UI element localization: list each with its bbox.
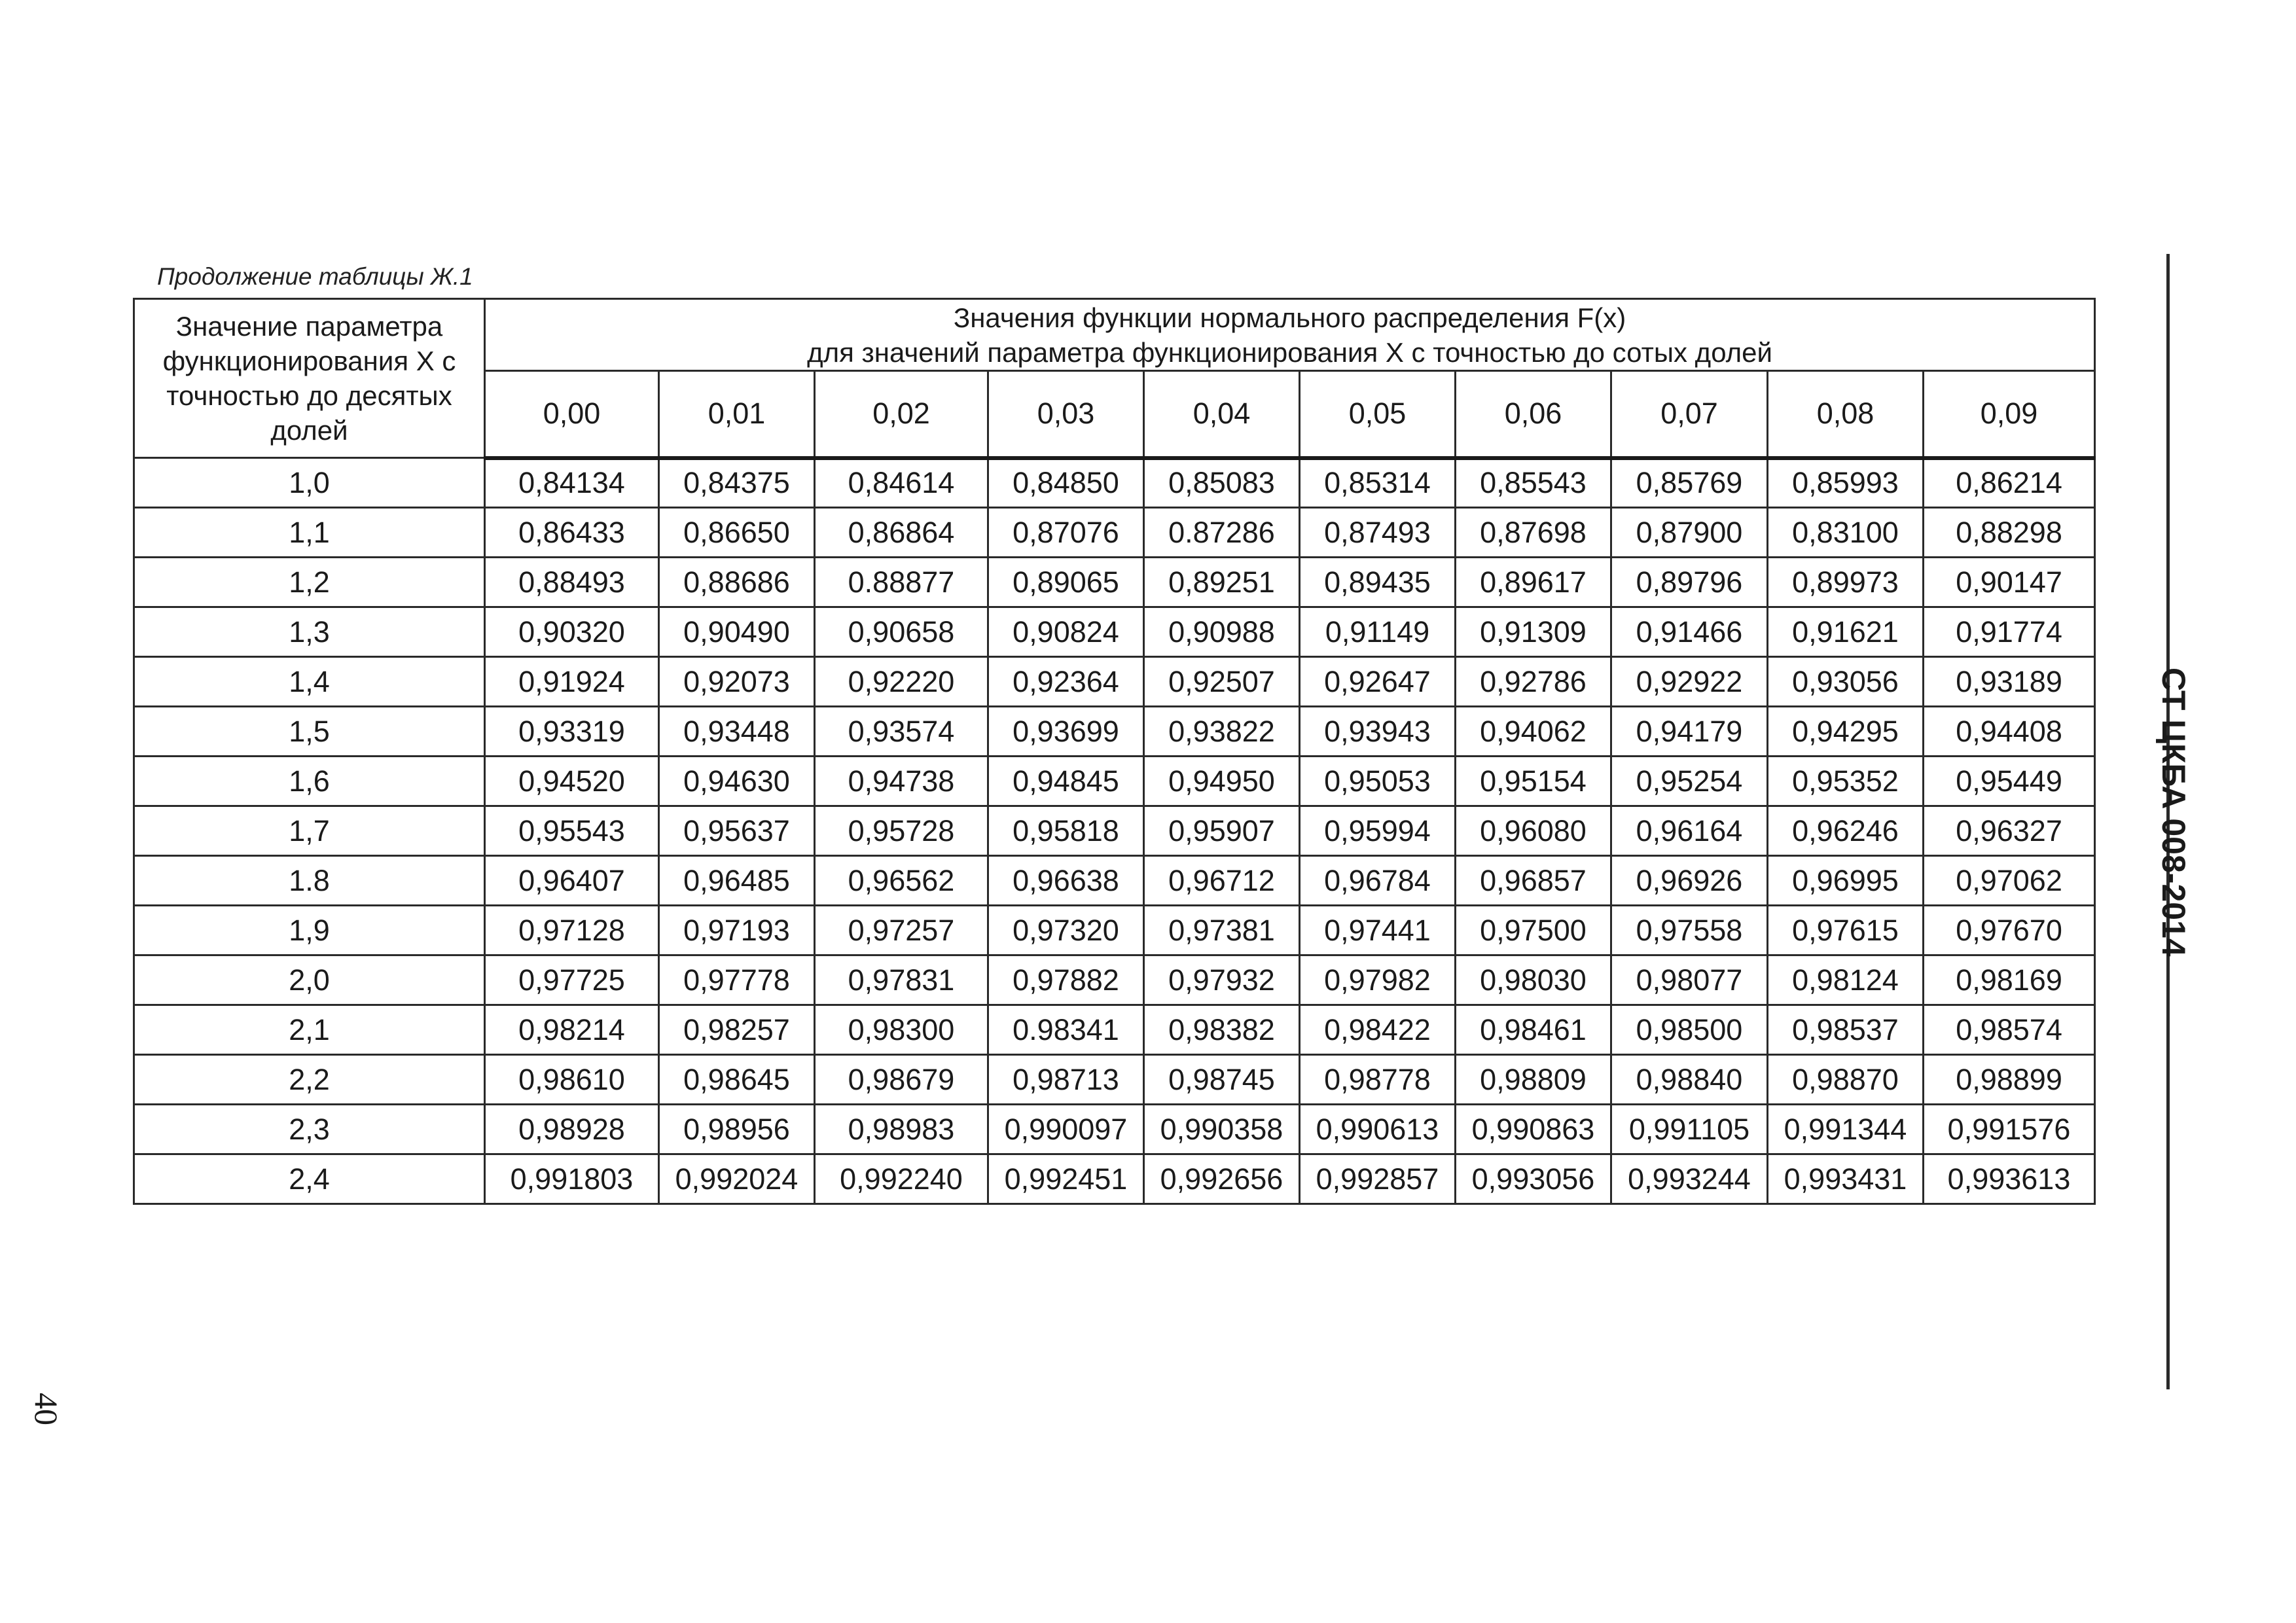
function-value-cell: 0,98870 <box>1768 1055 1924 1105</box>
x-value-cell: 1,3 <box>134 607 485 657</box>
function-value-cell: 0,95352 <box>1768 757 1924 806</box>
function-value-cell: 0,98679 <box>815 1055 988 1105</box>
function-value-cell: 0,990097 <box>988 1105 1144 1154</box>
function-value-cell: 0,97320 <box>988 906 1144 955</box>
function-value-cell: 0,87076 <box>988 508 1144 558</box>
function-value-cell: 0,98610 <box>485 1055 659 1105</box>
column-header: 0,01 <box>659 371 815 458</box>
function-value-cell: 0,93189 <box>1924 657 2095 707</box>
function-value-cell: 0,98778 <box>1300 1055 1456 1105</box>
table-row <box>134 508 2095 558</box>
function-value-cell: 0,98956 <box>659 1105 815 1154</box>
normal-distribution-table <box>133 298 2096 1205</box>
function-value-cell: 0,93943 <box>1300 707 1456 757</box>
column-header: 0,04 <box>1144 371 1300 458</box>
x-value-cell: 2,2 <box>134 1055 485 1105</box>
function-value-cell: 0,89617 <box>1456 558 1611 607</box>
function-value-cell: 0,98300 <box>815 1005 988 1055</box>
function-value-cell: 0,90147 <box>1924 558 2095 607</box>
x-value-cell: 1,9 <box>134 906 485 955</box>
x-value-cell: 1.8 <box>134 856 485 906</box>
function-value-cell: 0,98983 <box>815 1105 988 1154</box>
function-values-header-line2: для значений параметра функционирования X с точностью до сотых долей <box>807 336 1772 368</box>
function-value-cell: 0,85993 <box>1768 458 1924 508</box>
function-value-cell: 0,97128 <box>485 906 659 955</box>
function-value-cell: 0,91774 <box>1924 607 2095 657</box>
function-value-cell: 0,94062 <box>1456 707 1611 757</box>
function-value-cell: 0,92786 <box>1456 657 1611 707</box>
function-value-cell: 0,992857 <box>1300 1154 1456 1204</box>
function-value-cell: 0,88298 <box>1924 508 2095 558</box>
function-value-cell: 0,87493 <box>1300 508 1456 558</box>
function-value-cell: 0,93822 <box>1144 707 1300 757</box>
function-value-cell: 0,96562 <box>815 856 988 906</box>
table-row <box>134 806 2095 856</box>
function-value-cell: 0,88686 <box>659 558 815 607</box>
function-value-cell: 0,98077 <box>1611 955 1768 1005</box>
function-value-cell: 0,992240 <box>815 1154 988 1204</box>
function-value-cell: 0,96164 <box>1611 806 1768 856</box>
function-value-cell: 0,96857 <box>1456 856 1611 906</box>
function-value-cell: 0,85314 <box>1300 458 1456 508</box>
function-value-cell: 0,89251 <box>1144 558 1300 607</box>
function-value-cell: 0,92647 <box>1300 657 1456 707</box>
function-value-cell: 0,89796 <box>1611 558 1768 607</box>
column-header: 0,05 <box>1300 371 1456 458</box>
function-value-cell: 0,92922 <box>1611 657 1768 707</box>
function-value-cell: 0,97982 <box>1300 955 1456 1005</box>
table-row <box>134 657 2095 707</box>
table-row <box>134 1005 2095 1055</box>
function-value-cell: 0,84614 <box>815 458 988 508</box>
function-value-cell: 0,94520 <box>485 757 659 806</box>
function-value-cell: 0,98422 <box>1300 1005 1456 1055</box>
x-value-cell: 2,1 <box>134 1005 485 1055</box>
table-row <box>134 607 2095 657</box>
function-value-cell: 0,98537 <box>1768 1005 1924 1055</box>
table-row <box>134 906 2095 955</box>
column-header: 0,00 <box>485 371 659 458</box>
function-value-cell: 0,94295 <box>1768 707 1924 757</box>
function-value-cell: 0,98574 <box>1924 1005 2095 1055</box>
function-value-cell: 0,95907 <box>1144 806 1300 856</box>
function-value-cell: 0,97882 <box>988 955 1144 1005</box>
function-value-cell: 0,84375 <box>659 458 815 508</box>
table-row <box>134 1105 2095 1154</box>
document-code: СТ ЦКБА 008-2014 <box>2155 668 2192 957</box>
function-value-cell: 0,98169 <box>1924 955 2095 1005</box>
function-value-cell: 0,991344 <box>1768 1105 1924 1154</box>
x-value-cell: 1,7 <box>134 806 485 856</box>
function-value-cell: 0,95053 <box>1300 757 1456 806</box>
function-value-cell: 0,88493 <box>485 558 659 607</box>
function-value-cell: 0,98809 <box>1456 1055 1611 1105</box>
function-value-cell: 0,992656 <box>1144 1154 1300 1204</box>
function-value-cell: 0,95449 <box>1924 757 2095 806</box>
function-value-cell: 0,84134 <box>485 458 659 508</box>
function-value-cell: 0,98645 <box>659 1055 815 1105</box>
function-value-cell: 0,991576 <box>1924 1105 2095 1154</box>
function-value-cell: 0,94738 <box>815 757 988 806</box>
function-value-cell: 0,96407 <box>485 856 659 906</box>
x-value-cell: 1,6 <box>134 757 485 806</box>
function-value-cell: 0,990863 <box>1456 1105 1611 1154</box>
page-number: 40 <box>28 1393 65 1425</box>
function-value-cell: 0,990613 <box>1300 1105 1456 1154</box>
x-value-cell: 1,0 <box>134 458 485 508</box>
function-value-cell: 0,91621 <box>1768 607 1924 657</box>
column-header: 0,03 <box>988 371 1144 458</box>
function-value-cell: 0,98382 <box>1144 1005 1300 1055</box>
function-value-cell: 0,993244 <box>1611 1154 1768 1204</box>
function-value-cell: 0,94408 <box>1924 707 2095 757</box>
function-value-cell: 0,94630 <box>659 757 815 806</box>
function-value-cell: 0,96485 <box>659 856 815 906</box>
function-value-cell: 0,89435 <box>1300 558 1456 607</box>
function-value-cell: 0,93448 <box>659 707 815 757</box>
function-value-cell: 0,98928 <box>485 1105 659 1154</box>
function-value-cell: 0,97381 <box>1144 906 1300 955</box>
function-value-cell: 0,97725 <box>485 955 659 1005</box>
function-value-cell: 0,98745 <box>1144 1055 1300 1105</box>
function-value-cell: 0.88877 <box>815 558 988 607</box>
column-header: 0,02 <box>815 371 988 458</box>
function-value-cell: 0.98341 <box>988 1005 1144 1055</box>
function-value-cell: 0,96926 <box>1611 856 1768 906</box>
function-value-cell: 0,98257 <box>659 1005 815 1055</box>
function-value-cell: 0,91149 <box>1300 607 1456 657</box>
table-row <box>134 856 2095 906</box>
function-value-cell: 0,97778 <box>659 955 815 1005</box>
function-value-cell: 0,94845 <box>988 757 1144 806</box>
function-values-header <box>485 299 2095 371</box>
function-value-cell: 0,90988 <box>1144 607 1300 657</box>
function-value-cell: 0,90490 <box>659 607 815 657</box>
function-value-cell: 0,91309 <box>1456 607 1611 657</box>
table-row <box>134 558 2095 607</box>
function-value-cell: 0,991803 <box>485 1154 659 1204</box>
function-value-cell: 0,93319 <box>485 707 659 757</box>
function-value-cell: 0,96246 <box>1768 806 1924 856</box>
x-value-cell: 1,5 <box>134 707 485 757</box>
function-value-cell: 0,97831 <box>815 955 988 1005</box>
function-value-cell: 0,98500 <box>1611 1005 1768 1055</box>
function-value-cell: 0,96995 <box>1768 856 1924 906</box>
function-value-cell: 0,97932 <box>1144 955 1300 1005</box>
function-value-cell: 0,97193 <box>659 906 815 955</box>
function-value-cell: 0,91466 <box>1611 607 1768 657</box>
function-value-cell: 0,95254 <box>1611 757 1768 806</box>
function-value-cell: 0,98461 <box>1456 1005 1611 1055</box>
function-value-cell: 0,98214 <box>485 1005 659 1055</box>
function-value-cell: 0,992451 <box>988 1154 1144 1204</box>
table-row <box>134 1055 2095 1105</box>
function-value-cell: 0,95154 <box>1456 757 1611 806</box>
table-body <box>134 458 2095 1204</box>
column-header: 0,07 <box>1611 371 1768 458</box>
x-value-cell: 2,0 <box>134 955 485 1005</box>
function-value-cell: 0,95637 <box>659 806 815 856</box>
table-row <box>134 1154 2095 1204</box>
function-value-cell: 0,97670 <box>1924 906 2095 955</box>
function-value-cell: 0,98030 <box>1456 955 1611 1005</box>
function-value-cell: 0,93699 <box>988 707 1144 757</box>
function-values-header-line1: Значения функции нормального распределения F(x) <box>953 302 1626 333</box>
function-value-cell: 0,98713 <box>988 1055 1144 1105</box>
function-value-cell: 0,94950 <box>1144 757 1300 806</box>
x-value-cell: 2,4 <box>134 1154 485 1204</box>
function-value-cell: 0,991105 <box>1611 1105 1768 1154</box>
function-value-cell: 0,89973 <box>1768 558 1924 607</box>
table-caption: Продолжение таблицы Ж.1 <box>157 263 473 290</box>
function-value-cell: 0,95543 <box>485 806 659 856</box>
function-value-cell: 0,98840 <box>1611 1055 1768 1105</box>
function-value-cell: 0,96712 <box>1144 856 1300 906</box>
function-value-cell: 0,86650 <box>659 508 815 558</box>
param-column-header: Значение параметра функционирования X с точностью до десятых долей <box>134 299 485 458</box>
column-header: 0,09 <box>1924 371 2095 458</box>
function-value-cell: 0,96080 <box>1456 806 1611 856</box>
x-value-cell: 1,1 <box>134 508 485 558</box>
function-value-cell: 0.87286 <box>1144 508 1300 558</box>
function-value-cell: 0,84850 <box>988 458 1144 508</box>
function-value-cell: 0,97441 <box>1300 906 1456 955</box>
function-value-cell: 0,89065 <box>988 558 1144 607</box>
function-value-cell: 0,990358 <box>1144 1105 1300 1154</box>
table-row <box>134 955 2095 1005</box>
function-value-cell: 0,95728 <box>815 806 988 856</box>
column-header: 0,06 <box>1456 371 1611 458</box>
function-value-cell: 0,97500 <box>1456 906 1611 955</box>
function-value-cell: 0,97062 <box>1924 856 2095 906</box>
function-value-cell: 0,90658 <box>815 607 988 657</box>
table-row <box>134 458 2095 508</box>
x-value-cell: 1,2 <box>134 558 485 607</box>
function-value-cell: 0,86433 <box>485 508 659 558</box>
function-value-cell: 0,95994 <box>1300 806 1456 856</box>
function-value-cell: 0,92507 <box>1144 657 1300 707</box>
function-value-cell: 0,94179 <box>1611 707 1768 757</box>
function-value-cell: 0,97257 <box>815 906 988 955</box>
function-value-cell: 0,98899 <box>1924 1055 2095 1105</box>
function-value-cell: 0,97615 <box>1768 906 1924 955</box>
table-row <box>134 757 2095 806</box>
function-value-cell: 0,98124 <box>1768 955 1924 1005</box>
function-value-cell: 0,85543 <box>1456 458 1611 508</box>
function-value-cell: 0,993056 <box>1456 1154 1611 1204</box>
column-header: 0,08 <box>1768 371 1924 458</box>
function-value-cell: 0,992024 <box>659 1154 815 1204</box>
function-value-cell: 0,96638 <box>988 856 1144 906</box>
function-value-cell: 0,90824 <box>988 607 1144 657</box>
function-value-cell: 0,93574 <box>815 707 988 757</box>
table-row <box>134 707 2095 757</box>
function-value-cell: 0,92220 <box>815 657 988 707</box>
function-value-cell: 0,96327 <box>1924 806 2095 856</box>
function-value-cell: 0,86214 <box>1924 458 2095 508</box>
function-value-cell: 0,96784 <box>1300 856 1456 906</box>
function-value-cell: 0,92364 <box>988 657 1144 707</box>
function-value-cell: 0,993431 <box>1768 1154 1924 1204</box>
function-value-cell: 0,97558 <box>1611 906 1768 955</box>
function-value-cell: 0,85769 <box>1611 458 1768 508</box>
x-value-cell: 2,3 <box>134 1105 485 1154</box>
table-container <box>133 298 2096 1205</box>
function-value-cell: 0,93056 <box>1768 657 1924 707</box>
header-row-top <box>134 299 2095 371</box>
function-value-cell: 0,92073 <box>659 657 815 707</box>
function-value-cell: 0,95818 <box>988 806 1144 856</box>
function-value-cell: 0,85083 <box>1144 458 1300 508</box>
function-value-cell: 0,86864 <box>815 508 988 558</box>
function-value-cell: 0,90320 <box>485 607 659 657</box>
function-value-cell: 0,87698 <box>1456 508 1611 558</box>
function-value-cell: 0,91924 <box>485 657 659 707</box>
function-value-cell: 0,87900 <box>1611 508 1768 558</box>
function-value-cell: 0,83100 <box>1768 508 1924 558</box>
x-value-cell: 1,4 <box>134 657 485 707</box>
function-value-cell: 0,993613 <box>1924 1154 2095 1204</box>
